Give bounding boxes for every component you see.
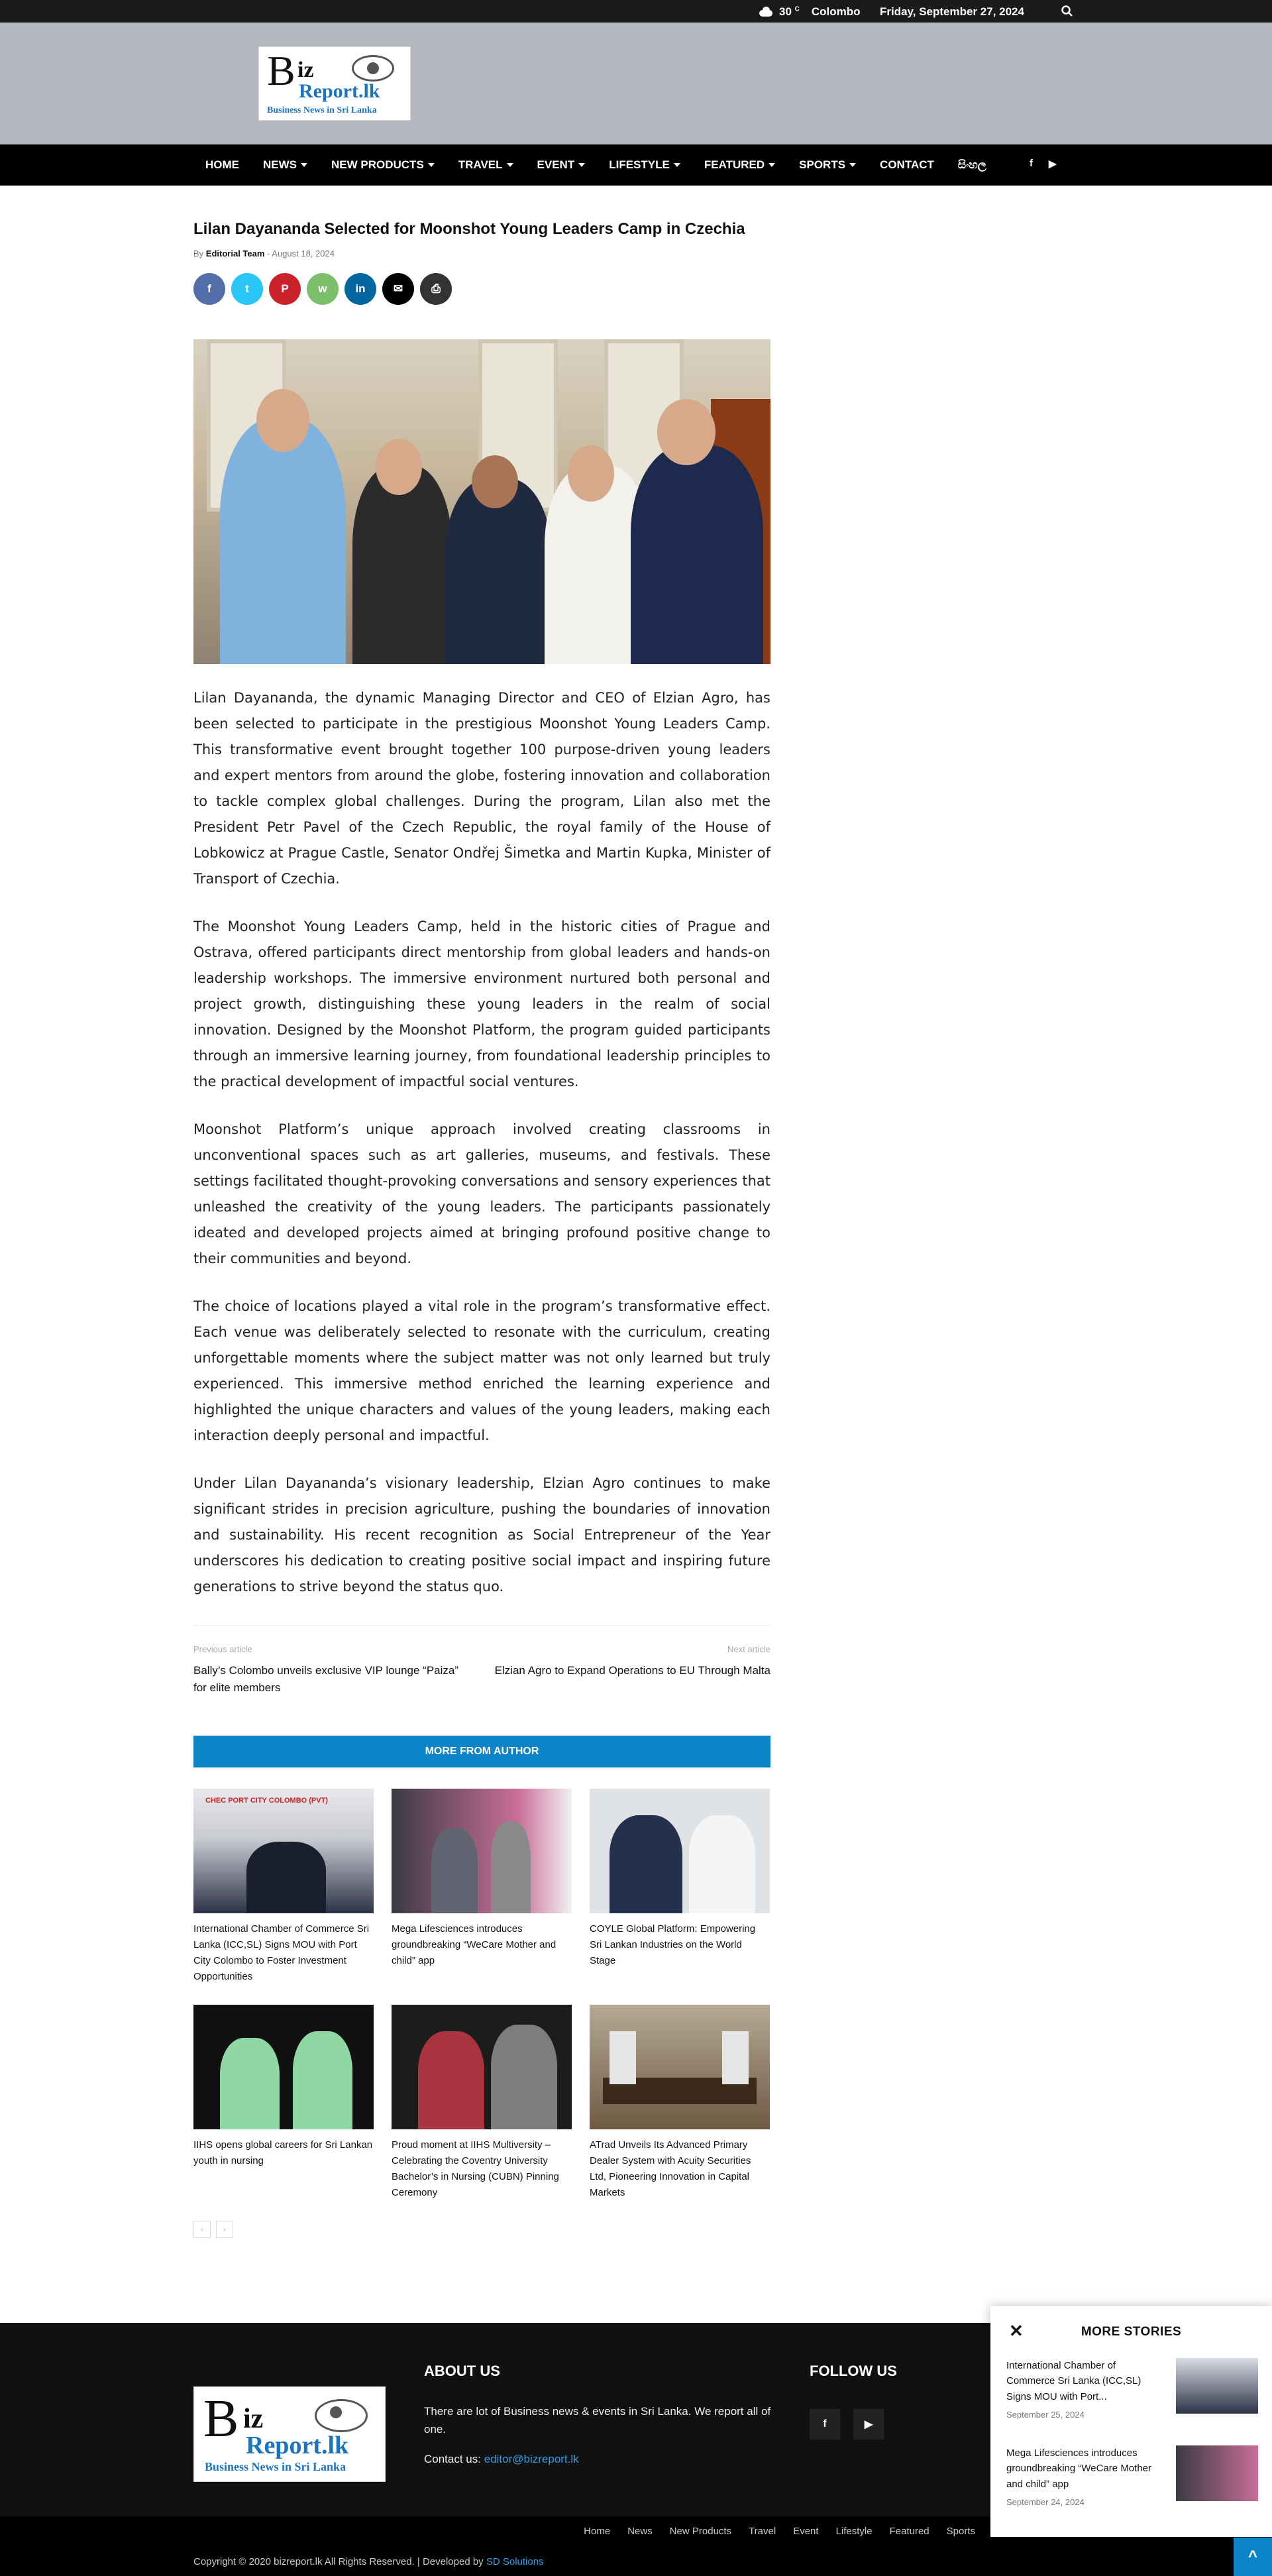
copyright: Copyright © 2020 bizreport.lk All Rights Reserved. | Developed by SD Solutions [193, 2556, 544, 2567]
footer-link-home[interactable]: Home [584, 2526, 611, 2537]
article-title: Lilan Dayananda Selected for Moonshot Young Leaders Camp in Czechia [193, 220, 745, 238]
twitter-share-icon[interactable]: t [231, 273, 263, 305]
chevron-down-icon [507, 163, 513, 167]
main-nav [0, 144, 1272, 186]
related-article-card[interactable]: Proud moment at IIHS Multiversity – Celebrating the Coventry University Bachelor’s in Nursing (CUBN) Pinning Ceremony [392, 2005, 572, 2201]
author-link[interactable]: Editorial Team [205, 249, 265, 259]
nav-item-news[interactable]: NEWS [251, 158, 319, 172]
weather-widget [758, 5, 861, 19]
chevron-down-icon [849, 163, 856, 167]
nav-item-travel[interactable]: TRAVEL [447, 158, 525, 172]
footer-link-featured[interactable]: Featured [889, 2526, 929, 2537]
nav-item-event[interactable]: EVENT [525, 158, 598, 172]
nav-item-contact[interactable]: CONTACT [880, 158, 934, 171]
footer-link-event[interactable]: Event [793, 2526, 819, 2537]
chevron-down-icon [768, 163, 775, 167]
article-date: August 18, 2024 [272, 249, 335, 259]
prev-page-button[interactable]: ‹ [193, 2221, 211, 2238]
related-article-card[interactable]: COYLE Global Platform: Empowering Sri Lankan Industries on the World Stage [590, 1789, 770, 1985]
nav-social [1030, 158, 1057, 170]
weather-city: Colombo [811, 5, 861, 18]
related-article-card[interactable]: ATrad Unveils Its Advanced Primary Dealer System with Acuity Securities Ltd, Pioneering Innovation in Capital Markets [590, 2005, 770, 2201]
more-stories-popup [990, 2306, 1272, 2537]
related-article-card[interactable]: IIHS opens global careers for Sri Lankan youth in nursing [193, 2005, 374, 2201]
more-from-author-heading: MORE FROM AUTHOR [193, 1736, 770, 1767]
related-articles-grid [193, 1789, 770, 2201]
print-icon[interactable]: ⎙ [420, 273, 452, 305]
footer-link-travel[interactable]: Travel [749, 2526, 776, 2537]
current-date: Friday, September 27, 2024 [880, 5, 1024, 18]
article-navigation: Previous article Bally’s Colombo unveils exclusive VIP lounge “Paiza” for elite members Next article Elzian Agro to Expand Operations to EU Through Malta [193, 1625, 770, 1696]
chevron-down-icon [674, 163, 680, 167]
close-icon[interactable]: ✕ [1009, 2321, 1024, 2341]
footer-nav [584, 2526, 975, 2537]
nav-item-sports[interactable]: SPORTS [787, 158, 868, 172]
footer-about: ABOUT US There are lot of Business news & events in Sri Lanka. We report all of one. Contact us: editor@bizreport.lk [424, 2363, 771, 2466]
site-logo[interactable]: B iz Report.lk Business News in Sri Lanka [258, 46, 411, 121]
facebook-icon[interactable]: f [810, 2409, 840, 2439]
site-header [0, 23, 1272, 144]
facebook-share-icon[interactable]: f [193, 273, 225, 305]
youtube-icon[interactable]: ▶ [1049, 158, 1057, 170]
footer-link-lifestyle[interactable]: Lifestyle [835, 2526, 873, 2537]
footer-link-sports[interactable]: Sports [946, 2526, 975, 2537]
next-page-button[interactable]: › [216, 2221, 233, 2238]
article-featured-image [193, 339, 770, 664]
contact-email-link[interactable]: editor@bizreport.lk [484, 2453, 579, 2466]
footer-link-new-products[interactable]: New Products [669, 2526, 732, 2537]
linkedin-share-icon[interactable]: in [344, 273, 376, 305]
footer-follow: FOLLOW US f ▶ [810, 2363, 897, 2439]
nav-item-home[interactable]: HOME [205, 158, 239, 171]
scroll-to-top-button[interactable]: ^ [1234, 2538, 1272, 2576]
top-bar [0, 0, 1272, 23]
whatsapp-share-icon[interactable]: w [307, 273, 339, 305]
more-stories-heading: MORE STORIES [1081, 2325, 1182, 2339]
paragraph: Under Lilan Dayananda’s visionary leadership, Elzian Agro continues to make significant strides in precision agriculture, pushing the boundaries of innovation and sustainability. His recent recognition as Social Entrepreneur of the Year underscores his dedication to creating positive social impact and inspiring future generations to strive beyond the status quo. [193, 1475, 770, 1595]
more-stories-item[interactable]: Mega Lifesciences introduces groundbreaking “WeCare Mother and child” app September 24, 2024 [1006, 2445, 1258, 2507]
related-article-card[interactable]: CHEC PORT CITY COLOMBO (PVT) International Chamber of Commerce Sri Lanka (ICC,SL) Signs MOU with Port City Colombo to Foster Investment Opportunities [193, 1789, 374, 1985]
next-article-link[interactable]: Elzian Agro to Expand Operations to EU Through Malta [494, 1664, 770, 1677]
paragraph: Moonshot Platform’s unique approach involved creating classrooms in unconventional spaces such as art galleries, museums, and festivals. These settings facilitated thought-provoking conversations and sensory experiences that unleashed the creativity of the young leaders. The participants passionately ideated and developed projects aimed at bringing profound positive change to their communities and beyond. [193, 1121, 770, 1267]
article [193, 219, 770, 2238]
paragraph: The choice of locations played a vital role in the program’s transformative effect. Each venue was deliberately selected to resonate with the curriculum, creating unforgettable moments where the subject matter was not only learned but truly experienced. This immersive method enriched the learning experience and highlighted the unique characters and values of the young leaders, making each interaction deeply personal and impactful. [193, 1298, 770, 1444]
nav-item-featured[interactable]: FEATURED [692, 158, 787, 172]
paragraph: Lilan Dayananda, the dynamic Managing Director and CEO of Elzian Agro, has been selected to participate in the prestigious Moonshot Young Leaders Camp. This transformative event brought together 100 purpose-driven young leaders and expert mentors from around the globe, fostering innovation and collaboration to tackle complex global challenges. During the program, Lilan also met the President Petr Pavel of the Czech Republic, the royal family of the House of Lobkowicz at Prague Castle, Senator Ondřej Šimetka and Martin Kupka, Minister of Transport of Czechia. [193, 690, 770, 887]
search-icon[interactable] [1060, 4, 1075, 19]
article-meta: By Editorial Team - August 18, 2024 [193, 249, 335, 259]
paragraph: The Moonshot Young Leaders Camp, held in the historic cities of Prague and Ostrava, offered participants direct mentorship from global leaders and hands-on leadership workshops. The immersive environment nurtured both personal and project growth, distinguishing these young leaders in the realm of social innovation. Designed by the Moonshot Platform, the program guided participants through an immersive learning journey, from foundational leadership principles to the practical development of impactful social ventures. [193, 919, 770, 1090]
more-stories-item[interactable]: International Chamber of Commerce Sri Lanka (ICC,SL) Signs MOU with Port... September 25, 2024 [1006, 2358, 1258, 2420]
article-body [193, 685, 770, 1600]
chevron-down-icon [578, 163, 585, 167]
developer-link[interactable]: SD Solutions [486, 2556, 544, 2567]
pinterest-share-icon[interactable]: P [269, 273, 301, 305]
share-buttons [193, 273, 770, 305]
chevron-down-icon [301, 163, 307, 167]
footer-link-news[interactable]: News [627, 2526, 653, 2537]
nav-item-sinhala[interactable]: සිංහල [957, 158, 986, 171]
related-pager [193, 2221, 770, 2238]
eye-icon [352, 55, 394, 82]
nav-item-lifestyle[interactable]: LIFESTYLE [597, 158, 692, 172]
nav-item-new-products[interactable]: NEW PRODUCTS [319, 158, 447, 172]
footer-logo[interactable]: B iz Report.lk Business News in Sri Lanka [193, 2386, 386, 2482]
email-share-icon[interactable]: ✉ [382, 273, 414, 305]
temperature: 30 $^C$ [779, 5, 800, 18]
facebook-icon[interactable]: f [1030, 158, 1033, 169]
youtube-icon[interactable]: ▶ [853, 2409, 884, 2439]
chevron-down-icon [428, 163, 435, 167]
cloud-sun-icon [758, 7, 774, 17]
previous-article-link[interactable]: Bally’s Colombo unveils exclusive VIP lounge “Paiza” for elite members [193, 1664, 459, 1694]
eye-icon [315, 2399, 368, 2432]
related-article-card[interactable]: Mega Lifesciences introduces groundbreaking “WeCare Mother and child” app [392, 1789, 572, 1985]
